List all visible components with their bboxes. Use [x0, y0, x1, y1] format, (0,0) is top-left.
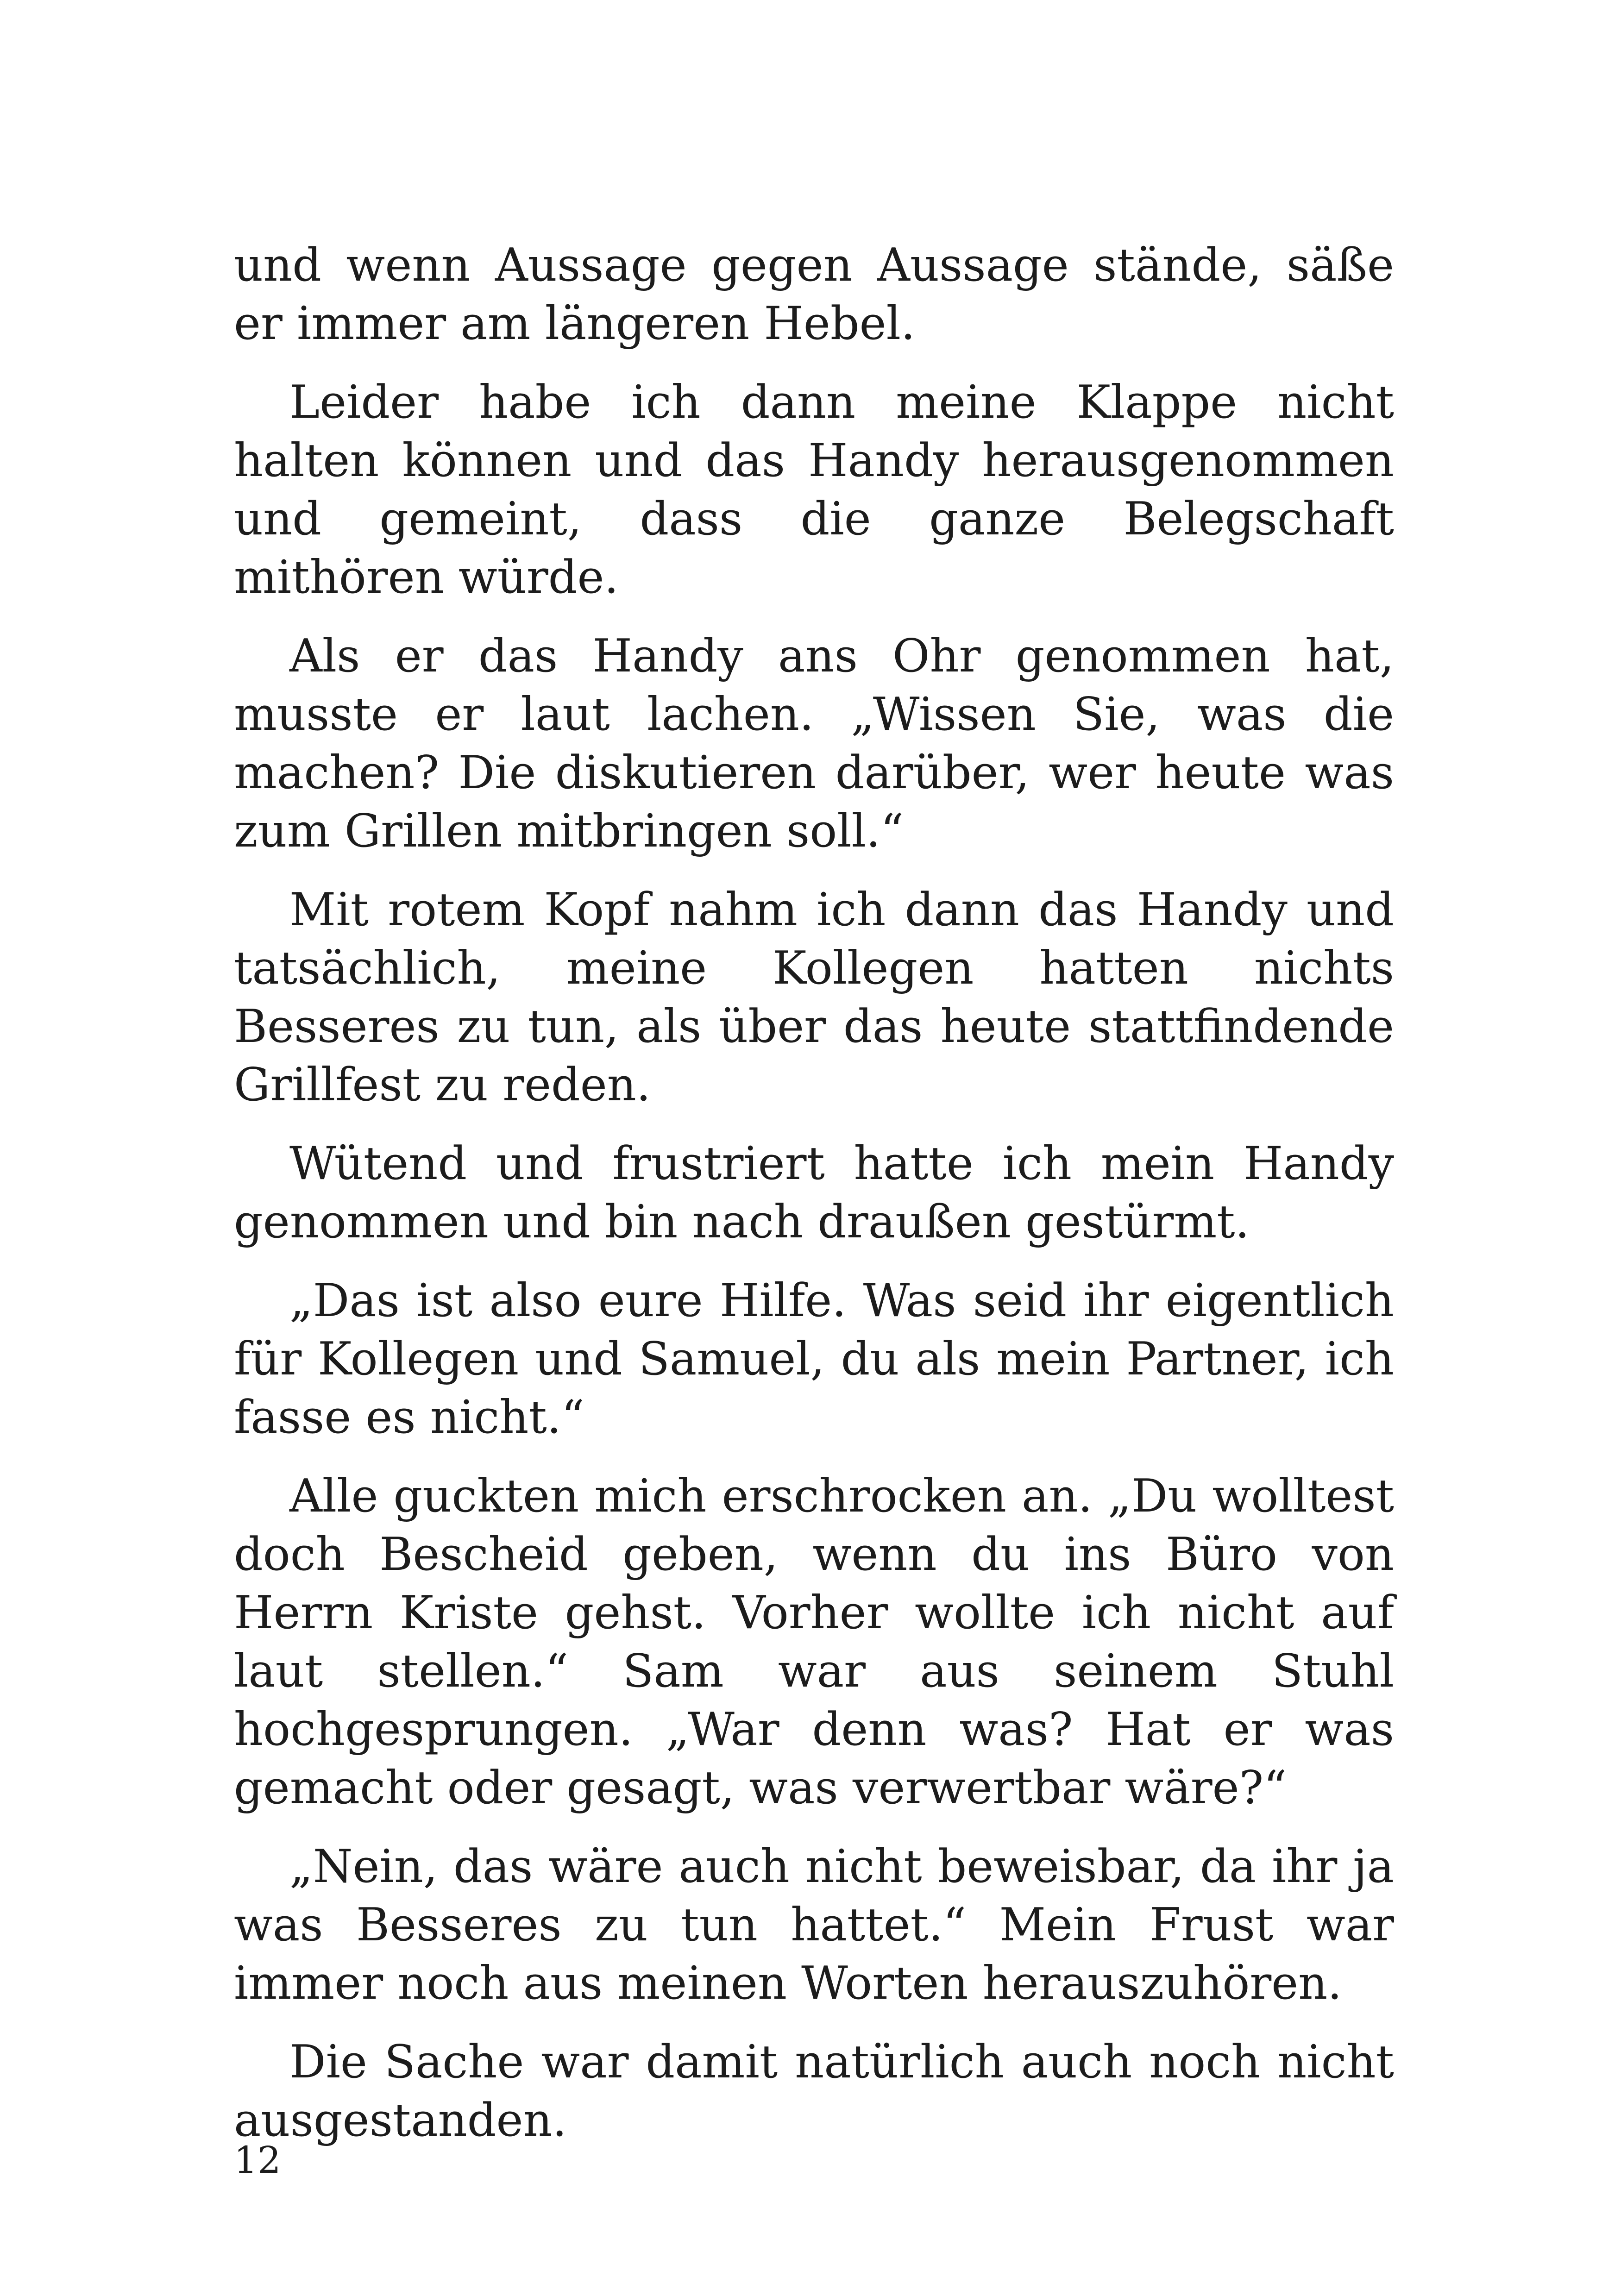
paragraph: Alle guckten mich erschrocken an. „Du wolltest doch Bescheid geben, wenn du ins Büro von Herrn Kriste gehst. Vorher wollte ich nicht auf laut stellen.“ Sam war aus seinem Stuhl hochgesprungen. „War denn was? Hat er was gemacht oder gesagt, was verwertbar wäre?“: [234, 1470, 1394, 1814]
paragraph: und wenn Aussage gegen Aussage stände, säße er immer am längeren Hebel.: [234, 239, 1394, 350]
body-text: [234, 236, 1394, 2170]
paragraph: „Das ist also eure Hilfe. Was seid ihr eigentlich für Kollegen und Samuel, du als mein Partner, ich fasse es nicht.“: [234, 1274, 1394, 1444]
paragraph: Als er das Handy ans Ohr genommen hat, musste er laut lachen. „Wissen Sie, was die machen? Die diskutieren darüber, wer heute was zum Grillen mitbringen soll.“: [234, 630, 1394, 858]
paragraph: Mit rotem Kopf nahm ich dann das Handy und tatsächlich, meine Kollegen hatten nichts Besseres zu tun, als über das heute stattfindende Grillfest zu reden.: [234, 884, 1394, 1111]
paragraph: „Nein, das wäre auch nicht beweisbar, da ihr ja was Besseres zu tun hattet.“ Mein Frust war immer noch aus meinen Worten herauszuhören.: [234, 1840, 1394, 2010]
paragraph: Die Sache war damit natürlich auch noch nicht ausgestanden.: [234, 2036, 1394, 2147]
page-number: 12: [234, 2139, 281, 2182]
paragraph: Wütend und frustriert hatte ich mein Handy genommen und bin nach draußen gestürmt.: [234, 1137, 1394, 1248]
paragraph: Leider habe ich dann meine Klappe nicht halten können und das Handy herausgenommen und gemeint, dass die ganze Belegschaft mithören würde.: [234, 376, 1394, 604]
